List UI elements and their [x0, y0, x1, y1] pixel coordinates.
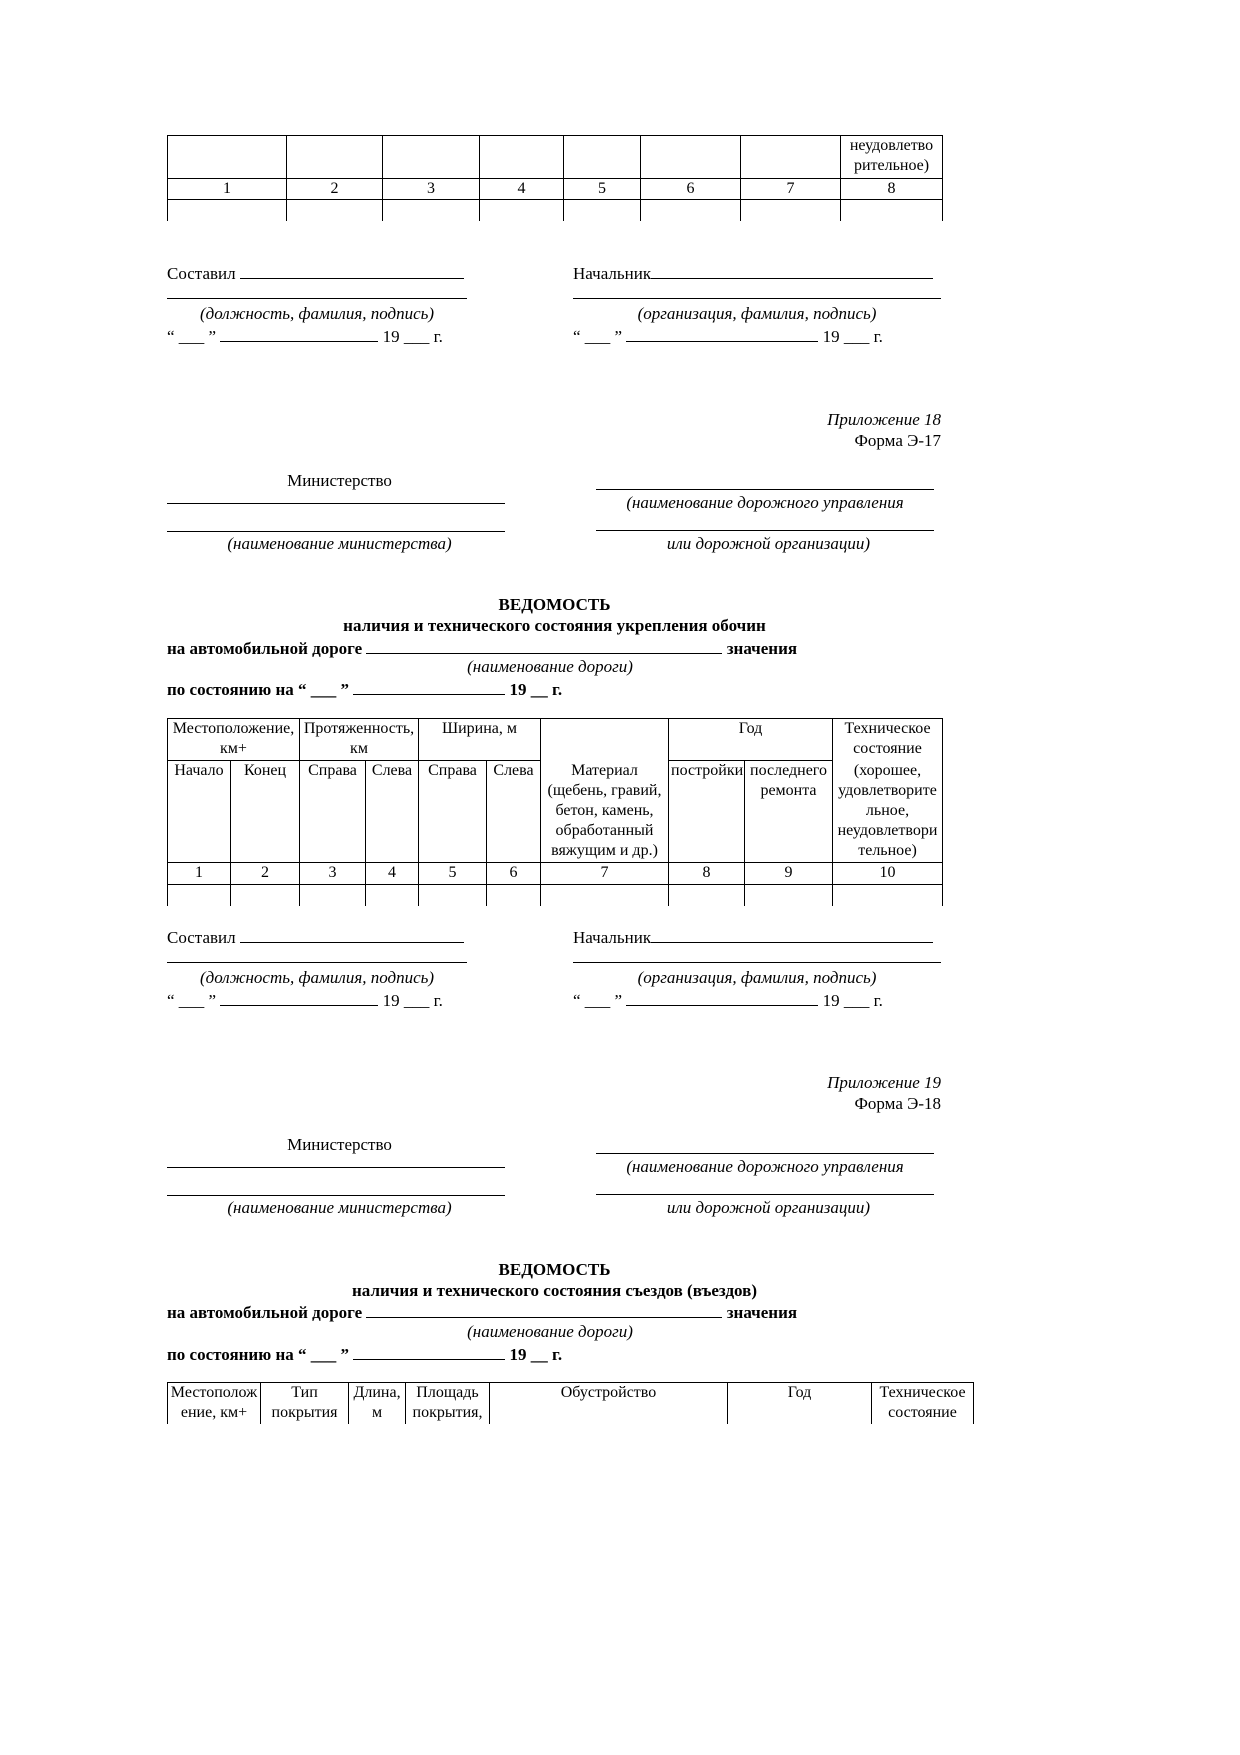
header-width: Ширина, м: [419, 719, 541, 761]
header-end: Конец: [231, 761, 300, 863]
header-material: Материал (щебень, гравий, бетон, камень, обработанный вяжущим и др.): [541, 719, 669, 863]
header-condition: Техническое состояние: [833, 719, 943, 761]
column-number: 3: [383, 179, 480, 200]
cell: неудовлетво рительное): [841, 136, 943, 179]
column-number: 8: [669, 863, 745, 885]
form17-road: на автомобильной дороге значения: [167, 639, 798, 658]
column-number: 4: [480, 179, 564, 200]
org-hint-2: или дорожной организации): [666, 534, 871, 553]
header-built: постройки: [669, 761, 745, 863]
compiled-date: “ ___ ” 19 ___ г.: [167, 327, 443, 346]
org-hint-2: или дорожной организации): [666, 1198, 871, 1217]
header-condition-detail: (хорошее, удовлетворите льное, неудовлетвори тельное): [833, 761, 943, 863]
header-cell: Год: [728, 1383, 872, 1424]
compiled-hint: (должность, фамилия, подпись): [199, 968, 435, 987]
org-hint-1: (наименование дорожного управления: [626, 1157, 904, 1176]
form17-table: [167, 718, 943, 906]
compiled-hint: (должность, фамилия, подпись): [199, 304, 435, 323]
chief-hint: (организация, фамилия, подпись): [637, 968, 877, 987]
header-width-left: Слева: [487, 761, 541, 863]
form18-date: по состоянию на “ ___ ” 19 __ г.: [167, 1345, 563, 1364]
chief-date: “ ___ ” 19 ___ г.: [573, 991, 883, 1010]
column-number: 7: [741, 179, 841, 200]
column-number: 5: [564, 179, 641, 200]
column-number: 7: [541, 863, 669, 885]
form17-title: ВЕДОМОСТЬ: [498, 595, 611, 614]
header-repair: последнего ремонта: [745, 761, 833, 863]
column-number: 1: [168, 863, 231, 885]
appendix-19: Приложение 19: [827, 1073, 941, 1092]
column-number: 5: [419, 863, 487, 885]
chief-date: “ ___ ” 19 ___ г.: [573, 327, 883, 346]
appendix-18: Приложение 18: [827, 410, 941, 429]
column-number: 9: [745, 863, 833, 885]
org-hint-1: (наименование дорожного управления: [626, 493, 904, 512]
compiled-by: Составил: [167, 262, 464, 284]
ministry-label: Министерство: [287, 471, 392, 490]
form17-date: по состоянию на “ ___ ” 19 __ г.: [167, 680, 563, 699]
form-17: Форма Э-17: [854, 431, 941, 450]
chief-hint: (организация, фамилия, подпись): [637, 304, 877, 323]
column-number: 6: [487, 863, 541, 885]
road-hint: (наименование дороги): [467, 1322, 633, 1341]
column-number: 10: [833, 863, 943, 885]
column-number: 6: [641, 179, 741, 200]
chief: Начальник: [573, 926, 933, 948]
column-number: 2: [231, 863, 300, 885]
form17-subtitle: наличия и технического состояния укрепления обочин: [343, 616, 766, 635]
column-number: 3: [300, 863, 366, 885]
chief: Начальник: [573, 262, 933, 284]
form18-subtitle: наличия и технического состояния съездов (въездов): [352, 1281, 757, 1300]
top-table: [167, 135, 943, 221]
column-number: 1: [168, 179, 287, 200]
column-number: 2: [287, 179, 383, 200]
form18-title: ВЕДОМОСТЬ: [498, 1260, 611, 1279]
header-cell: Местополож ение, км+: [168, 1383, 261, 1424]
road-hint: (наименование дороги): [467, 657, 633, 676]
ministry-hint: (наименование министерства): [227, 1198, 452, 1217]
header-width-right: Справа: [419, 761, 487, 863]
compiled-by: Составил: [167, 926, 464, 948]
form-18: Форма Э-18: [854, 1094, 941, 1113]
header-left: Слева: [366, 761, 419, 863]
header-cell: Площадь покрытия,: [406, 1383, 490, 1424]
header-cell: Длина, м: [349, 1383, 406, 1424]
header-cell: Обустройство: [490, 1383, 728, 1424]
header-length: Протяженность, км: [300, 719, 419, 761]
column-number: 8: [841, 179, 943, 200]
header-cell: Техническое состояние: [872, 1383, 974, 1424]
ministry-label: Министерство: [287, 1135, 392, 1154]
header-right: Справа: [300, 761, 366, 863]
compiled-date: “ ___ ” 19 ___ г.: [167, 991, 443, 1010]
column-number: 4: [366, 863, 419, 885]
ministry-hint: (наименование министерства): [227, 534, 452, 553]
header-start: Начало: [168, 761, 231, 863]
form18-table: [167, 1382, 974, 1424]
form18-road: на автомобильной дороге значения: [167, 1303, 798, 1322]
header-location: Местоположение, км+: [168, 719, 300, 761]
header-cell: Тип покрытия: [261, 1383, 349, 1424]
header-year: Год: [669, 719, 833, 761]
